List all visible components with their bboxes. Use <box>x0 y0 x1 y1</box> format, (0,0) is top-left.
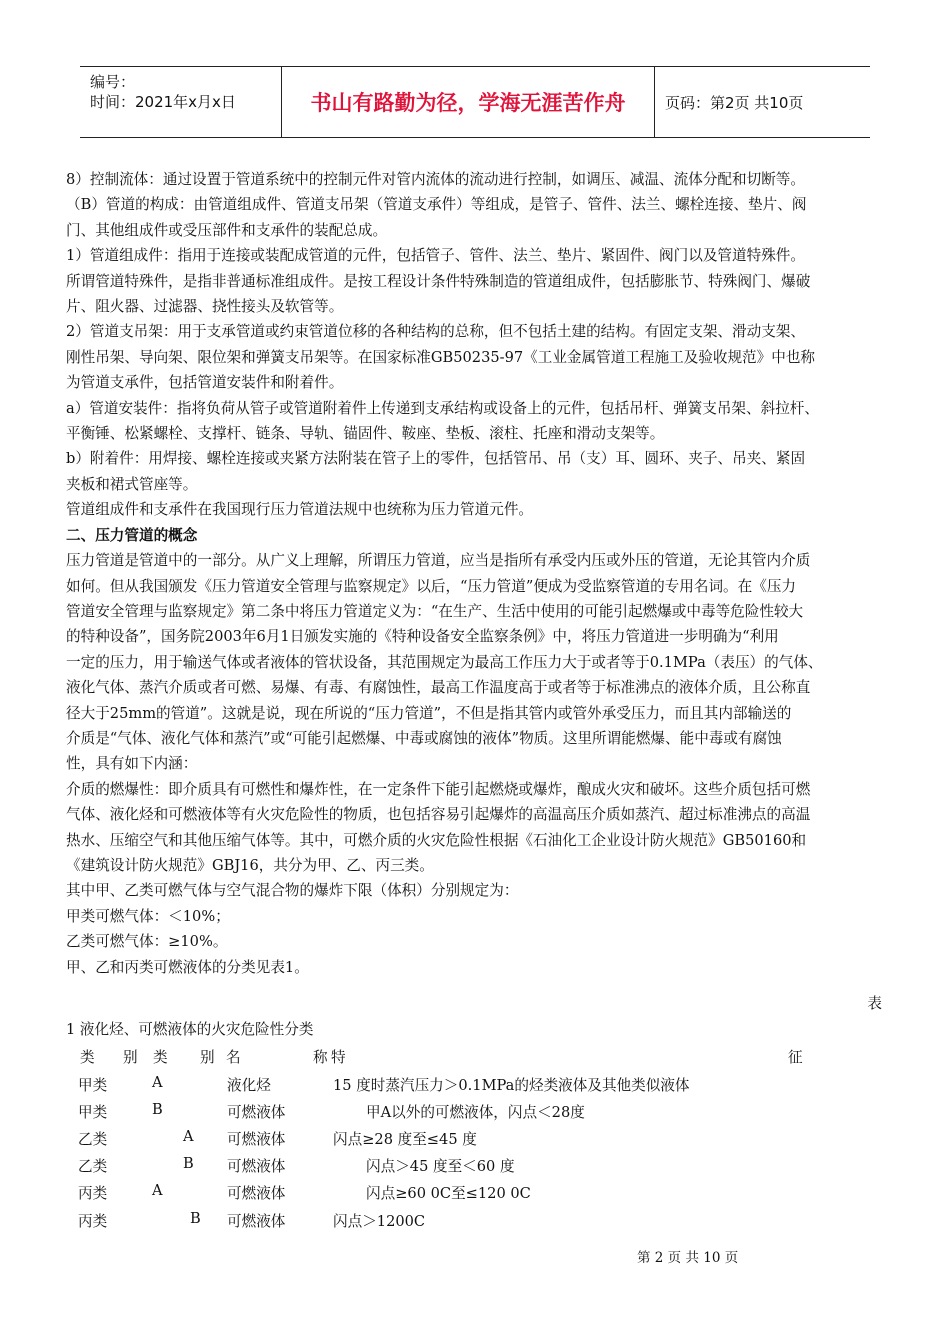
table-cell-subclass: A <box>152 1074 163 1091</box>
page-header <box>80 66 870 138</box>
paragraph-line: （B）管道的构成：由管道组成件、管道支吊架（管道支承件）等组成，是管子、管件、法兰、螺栓连接、垫片、阀 <box>66 196 807 214</box>
table-cell-name: 可燃液体 <box>227 1158 286 1175</box>
paragraph-line: 压力管道是管道中的一部分。从广义上理解，所谓压力管道，应当是指所有承受内压或外压的管道，无论其管内介质 <box>66 552 811 570</box>
paragraph-line: 液化气体、蒸汽介质或者可燃、易爆、有毒、有腐蚀性，最高工作温度高于或者等于标准沸点的液体介质，且公称直 <box>66 679 811 697</box>
table-cell-subclass: B <box>183 1155 194 1172</box>
table-cell-class: 甲类 <box>78 1104 108 1121</box>
table-cell-feature: 15 度时蒸汽压力＞0.1MPa的烃类液体及其他类似液体 <box>333 1077 690 1094</box>
paragraph-line: 8）控制流体：通过设置于管道系统中的控制元件对管内流体的流动进行控制，如调压、减温、流体分配和切断等。 <box>66 171 805 188</box>
section-heading: 二、压力管道的概念 <box>66 526 198 544</box>
table-cell-subclass: B <box>190 1210 201 1227</box>
paragraph-line: 为管道支承件，包括管道安装件和附着件。 <box>66 374 344 392</box>
table-cell-name: 可燃液体 <box>227 1104 286 1121</box>
paragraph-line: 门、其他组成件或受压部件和支承件的装配总成。 <box>66 221 388 239</box>
paragraph-line: 一定的压力，用于输送气体或者液体的管状设备，其范围规定为最高工作压力大于或者等于0.1MPa（表压）的气体、 <box>66 653 823 671</box>
table-cell-subclass: A <box>183 1128 194 1145</box>
paragraph-line: 夹板和裙式管座等。 <box>66 475 198 493</box>
table-header-cell: 名 <box>226 1049 241 1066</box>
table-header-cell: 特 <box>331 1049 346 1066</box>
paragraph-line: 如何。但从我国颁发《压力管道安全管理与监察规定》以后，“压力管道”便成为受监察管道的专用名词。在《压力 <box>66 577 797 595</box>
table-cell-feature: 甲A以外的可燃液体，闪点＜28度 <box>366 1104 585 1121</box>
document-body <box>66 167 886 980</box>
header-page-label: 页码：第2页 共10页 <box>665 93 804 112</box>
paragraph-line: 性，具有如下内涵： <box>66 755 198 773</box>
table-cell-subclass: B <box>152 1101 163 1118</box>
paragraph-line: 2）管道支吊架：用于支承管道或约束管道位移的各种结构的总称，但不包括土建的结构。有固定支架、滑动支架、 <box>66 323 805 341</box>
doc-date-label: 时间：2021年x月x日 <box>90 93 236 111</box>
paragraph-line: 的特种设备”，国务院2003年6月1日颁发实施的《特种设备安全监察条例》中，将压力管道进一步明确为“利用 <box>66 628 779 646</box>
table-cell-name: 可燃液体 <box>227 1185 286 1202</box>
paragraph-line: 介质的燃爆性：即介质具有可燃性和爆炸性，在一定条件下能引起燃烧或爆炸，酿成火灾和破坏。这些介质包括可燃 <box>66 780 811 798</box>
table-cell-feature: 闪点≥28 度至≤45 度 <box>333 1131 477 1148</box>
paragraph-line: b）附着件：用焊接、螺栓连接或夹紧方法附装在管子上的零件，包括管吊、吊（支）耳、圆环、夹子、吊夹、紧固 <box>66 450 806 468</box>
paragraph-line: 刚性吊架、导向架、限位架和弹簧支吊架等。在国家标准GB50235-97《工业金属管道工程施工及验收规范》中也称 <box>66 348 816 366</box>
table-header-cell: 别 <box>200 1049 215 1066</box>
table-cell-class: 丙类 <box>78 1185 108 1202</box>
table-cell-class: 乙类 <box>78 1158 108 1175</box>
paragraph-line: 甲类可燃气体：＜10%； <box>66 907 230 925</box>
table-cell-name: 可燃液体 <box>227 1213 286 1230</box>
paragraph-line: 1）管道组成件：指用于连接或装配成管道的元件，包括管子、管件、法兰、垫片、紧固件、阀门以及管道特殊件。 <box>66 247 805 265</box>
paragraph-line: 管道组成件和支承件在我国现行压力管道法规中也统称为压力管道元件。 <box>66 501 534 519</box>
table-header-cell: 称 <box>313 1049 328 1066</box>
table-cell-class: 丙类 <box>78 1213 108 1230</box>
header-meta <box>80 67 282 137</box>
paragraph-line: 平衡锤、松紧螺栓、支撑杆、链条、导轨、锚固件、鞍座、垫板、滚柱、托座和滑动支架等。 <box>66 425 665 443</box>
table-cell-class: 乙类 <box>78 1131 108 1148</box>
table-cell-feature: 闪点＞45 度至＜60 度 <box>366 1158 515 1175</box>
paragraph-line: 所谓管道特殊件，是指非普通标准组成件。是按工程设计条件特殊制造的管道组成件，包括膨胀节、特殊阀门、爆破 <box>66 272 811 290</box>
paragraph-line: 管道安全管理与监察规定》第二条中将压力管道定义为：“在生产、生活中使用的可能引起燃爆或中毒等危险性较大 <box>66 602 804 620</box>
doc-number-label: 编号： <box>90 73 136 91</box>
paragraph-line: 介质是“气体、液化气体和蒸汽”或“可能引起燃爆、中毒或腐蚀的液体”物质。这里所谓能燃爆、能中毒或有腐蚀 <box>66 729 782 747</box>
paragraph-line: 气体、液化烃和可燃液体等有火灾危险性的物质，也包括容易引起爆炸的高温高压介质如蒸汽、超过标准沸点的高温 <box>66 806 811 824</box>
paragraph-line: 片、阻火器、过滤器、挠性接头及软管等。 <box>66 298 344 316</box>
paragraph-line: 径大于25mm的管道”。这就是说，现在所说的“压力管道”，不但是指其管内或管外承受压力，而且其内部输送的 <box>66 704 792 722</box>
table-header-cell: 类 <box>80 1049 95 1066</box>
table-header-cell: 别 <box>123 1049 138 1066</box>
table-cell-feature: 闪点≥60 0C至≤120 0C <box>366 1185 531 1202</box>
table-cell-class: 甲类 <box>78 1077 108 1094</box>
table-cell-name: 液化烃 <box>227 1077 271 1094</box>
table-cell-subclass: A <box>152 1182 163 1199</box>
table-cell-feature: 闪点＞1200C <box>333 1213 426 1230</box>
paragraph-line: 甲、乙和丙类可燃液体的分类见表1。 <box>66 958 309 976</box>
table-header-cell: 征 <box>788 1049 803 1066</box>
table-header-cell: 类 <box>153 1049 168 1066</box>
table-caption: 1 液化烃、可燃液体的火灾危险性分类 <box>66 1021 314 1038</box>
paragraph-line: 乙类可燃气体：≥10%。 <box>66 933 228 951</box>
paragraph-line: a）管道安装件：指将负荷从管子或管道附着件上传递到支承结构或设备上的元件，包括吊杆、弹簧支吊架、斜拉杆、 <box>66 399 819 417</box>
table-label: 表 <box>867 995 882 1012</box>
paragraph-line: 其中甲、乙类可燃气体与空气混合物的爆炸下限（体积）分别规定为： <box>66 882 519 900</box>
paragraph-line: 《建筑设计防火规范》GBJ16，共分为甲、乙、丙三类。 <box>66 856 434 874</box>
header-motto: 书山有路勤为径，学海无涯苦作舟 <box>282 67 655 137</box>
table-cell-name: 可燃液体 <box>227 1131 286 1148</box>
paragraph-line: 热水、压缩空气和其他压缩气体等。其中，可燃介质的火灾危险性根据《石油化工企业设计防火规范》GB50160和 <box>66 831 807 849</box>
page-footer: 第 2 页 共 10 页 <box>637 1250 739 1266</box>
